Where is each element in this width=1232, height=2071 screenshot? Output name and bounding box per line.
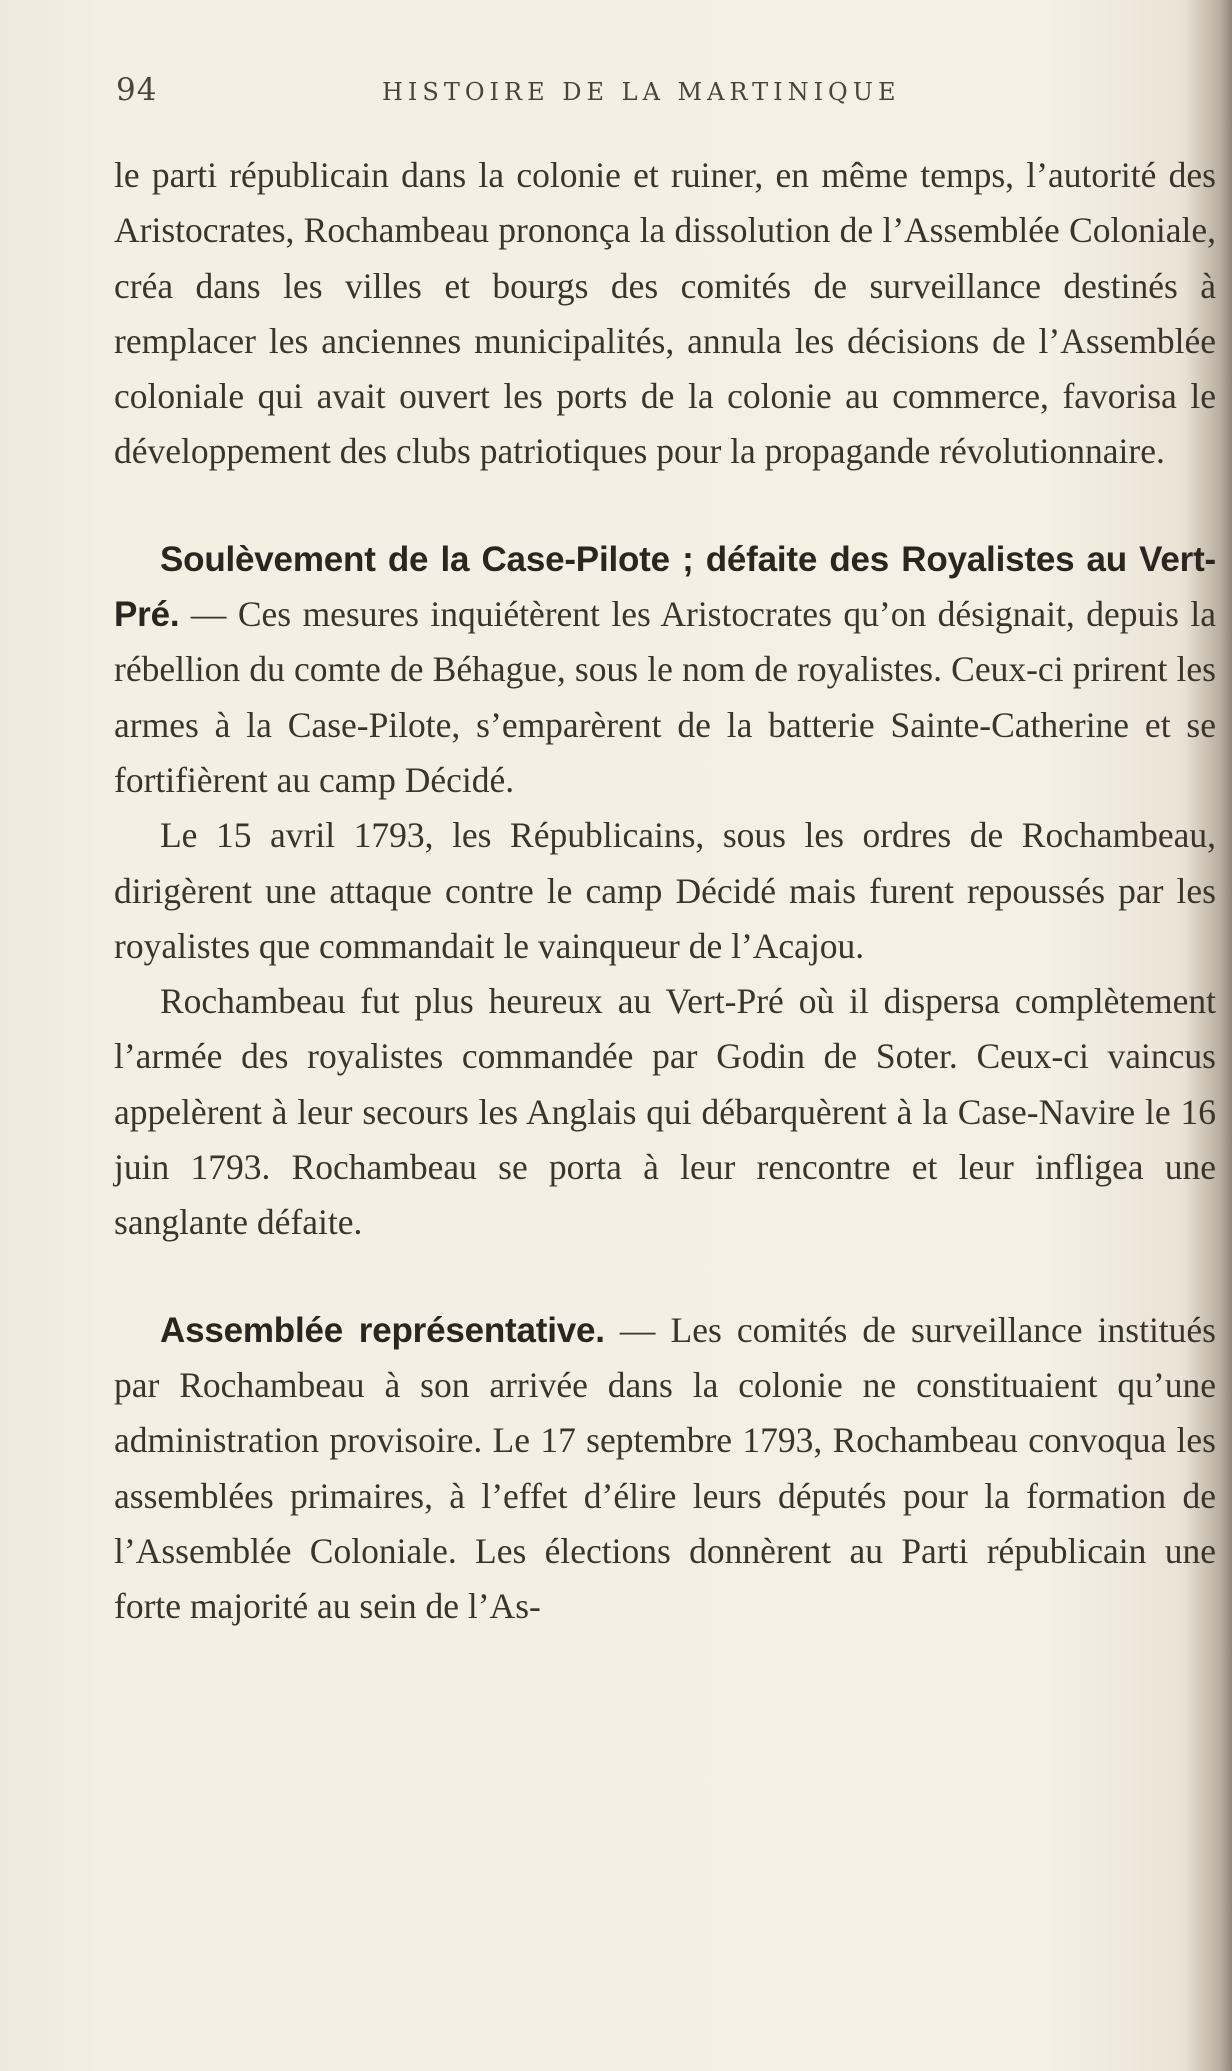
paragraph-15-avril: Le 15 avril 1793, les Républicains, sous les ordres de Rochambeau, dirigèrent une attaque contre le camp Décidé mais furent repoussés par les royalistes que commandait le vainqueur de l’Acajou.: [114, 815, 1216, 966]
section-text-soulevement: — Ces mesures inquiétèrent les Aristocrates qu’on désignait, depuis la rébellion du comte de Béhague, sous le nom de royalistes. Ceux-ci prirent les armes à la Case-Pilote, s’emparèrent de la batterie Sainte-Catherine et se fortifièrent au camp Décidé.: [114, 594, 1216, 800]
section-text-assemblee: — Les comités de surveillance institués par Rochambeau à son arrivée dans la colonie ne constituaient qu’une administration provisoire. Le 17 septembre 1793, Rochambeau convoqua les assemblées primaires, à l’effet d’élire leurs députés pour la formation de l’Assemblée Coloniale. Les élections donnèrent au Parti républicain une forte majorité au sein de l’As-: [114, 1309, 1216, 1627]
section-soulevement: [114, 532, 1216, 808]
running-title: HISTOIRE DE LA MARTINIQUE: [382, 78, 901, 106]
section-assemblee: [114, 1303, 1216, 1635]
paragraph-continued: le parti républicain dans la colonie et ruiner, en même temps, l’autorité des Aristocrates, Rochambeau prononça la dissolution de l’Assemblée Coloniale, créa dans les villes et bourgs des comités de surveillance destinés à remplacer les anciennes municipalités, annula les décisions de l’Assemblée coloniale qui avait ouvert les ports de la colonie au commerce, favorisa le développement des clubs patriotiques pour la propagande révolutionnaire.: [114, 155, 1216, 472]
body-text: [114, 148, 1216, 1634]
paragraph-vert-pre: Rochambeau fut plus heureux au Vert-Pré où il dispersa complètement l’armée des royalistes commandée par Godin de Soter. Ceux-ci vaincus appelèrent à leur secours les Anglais qui débarquèrent à la Case-Navire le 16 juin 1793. Rochambeau se porta à leur rencontre et leur infligea une sanglante défaite.: [114, 981, 1216, 1243]
section-title-assemblee: Assemblée représentative.: [160, 1310, 605, 1350]
page-number: 94: [116, 72, 158, 108]
section-title-soulevement: Soulèvement de la Case-Pilote ; défaite des Royalistes au Vert-Pré.: [114, 539, 1216, 635]
page-header: [116, 72, 1216, 122]
